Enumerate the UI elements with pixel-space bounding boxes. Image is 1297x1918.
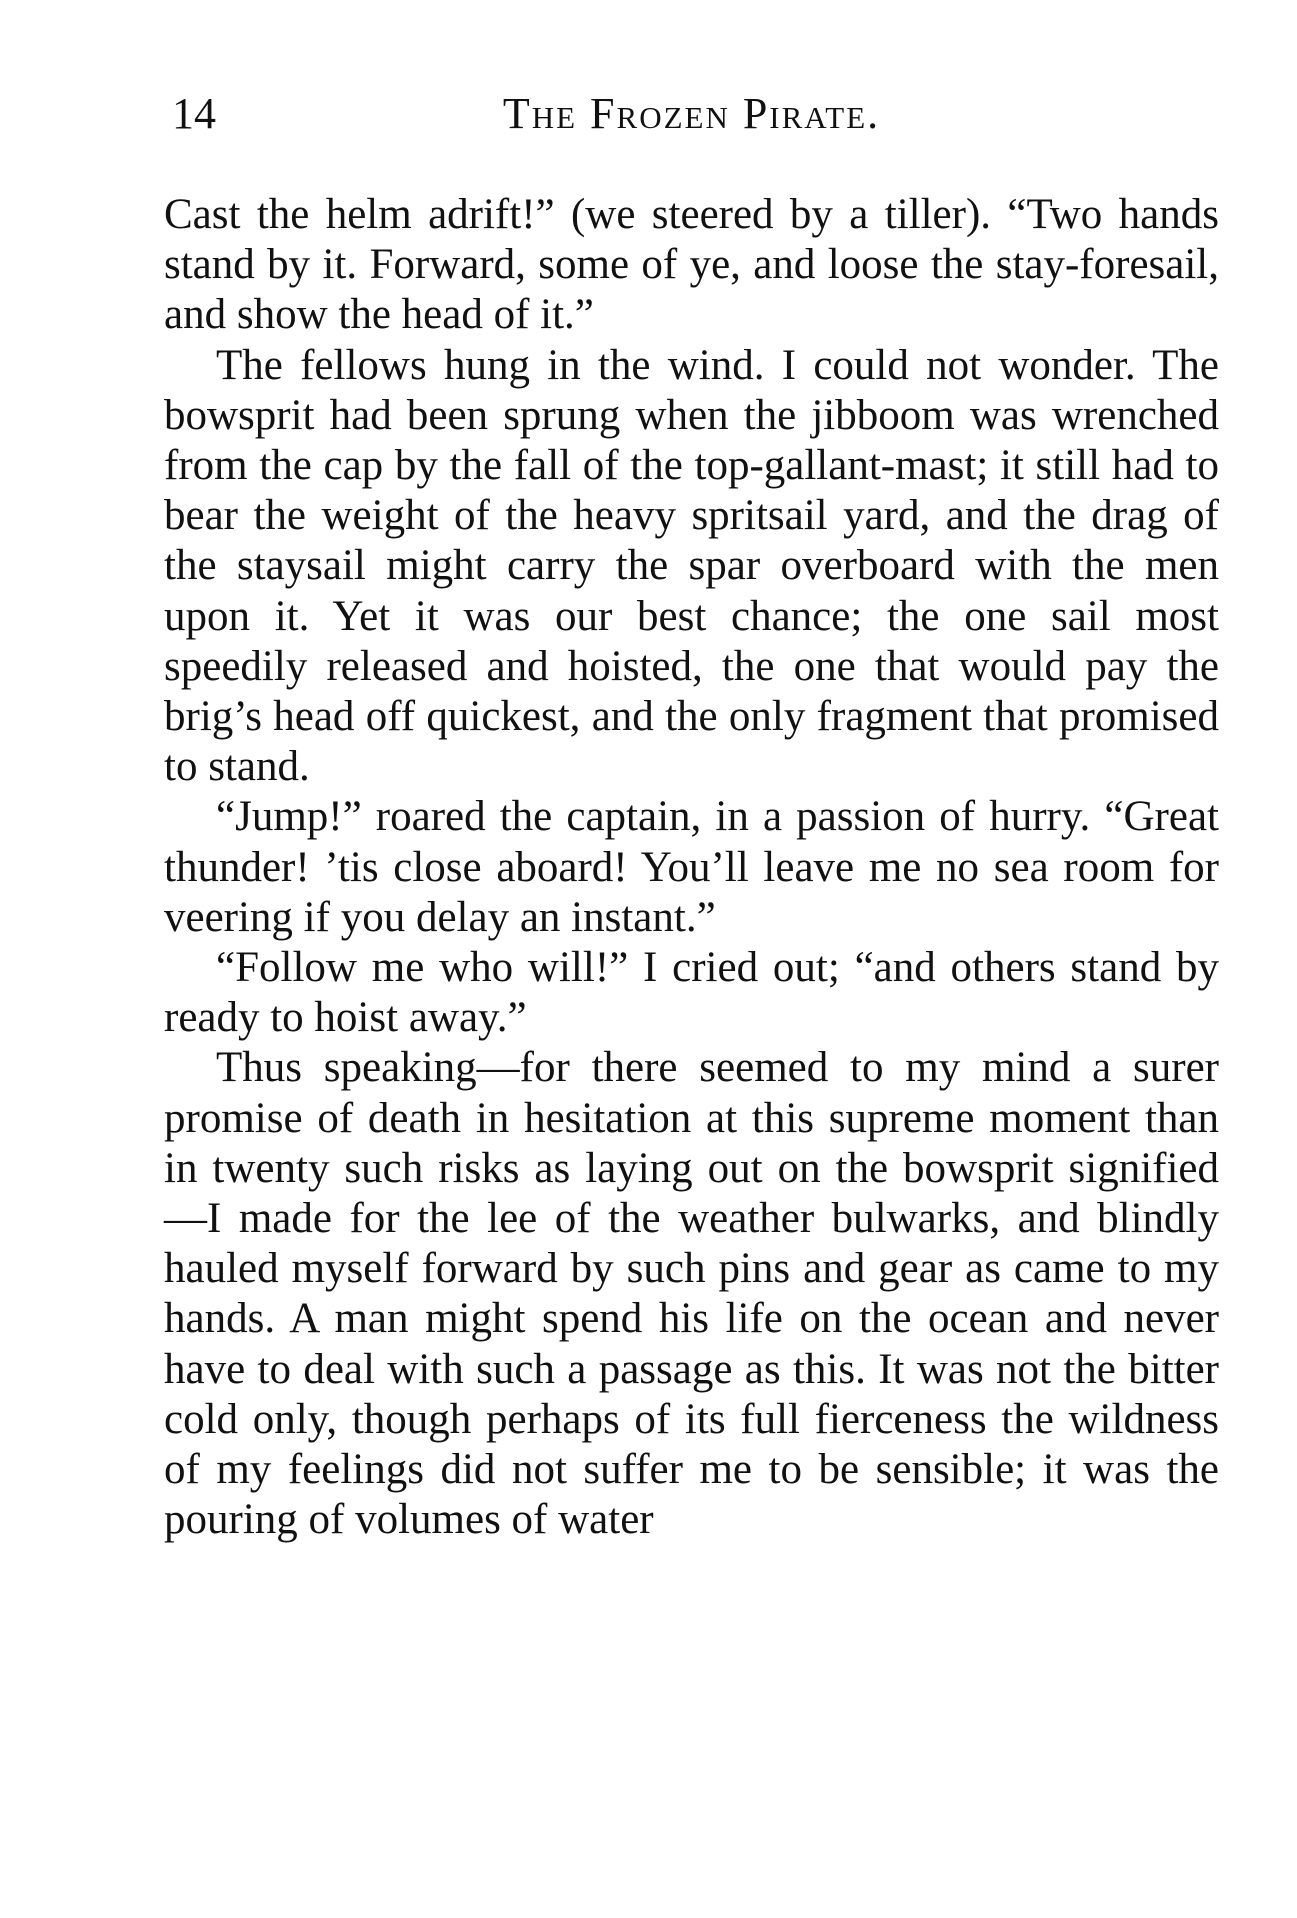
page-number: 14 [172,89,216,138]
running-head [164,84,1219,144]
body-text [164,190,1219,1545]
paragraph: “Jump!” roared the captain, in a passion of hurry. “Great thunder! ’tis close aboard! You’ll leave me no sea room for veering if you delay an instant.” [164,793,1219,941]
book-title: The Frozen Pirate. [502,89,881,138]
paragraph: Thus speaking—for there seemed to my mind a surer promise of death in hesitation at this supreme moment than in twenty such risks as laying out on the bowsprit signified—I made for the lee of the weather bulwarks, and blindly hauled myself forward by such pins and gear as came to my hands. A man might spend his life on the ocean and never have to deal with such a passage as this. It was not the bitter cold only, though perhaps of its full fierceness the wildness of my feelings did not suffer me to be sensible; it was the pouring of volumes of water [164,1044,1219,1544]
paragraph: “Follow me who will!” I cried out; “and others stand by ready to hoist away.” [164,944,1219,1042]
paragraph-continued: Cast the helm adrift!” (we steered by a tiller). “Two hands stand by it. Forward, some of ye, and loose the stay-foresail, and show the head of it.” [164,191,1219,339]
paragraph: The fellows hung in the wind. I could not wonder. The bowsprit had been sprung when the jibboom was wrenched from the cap by the fall of the top-gallant-mast; it still had to bear the weight of the heavy spritsail yard, and the drag of the staysail might carry the spar overboard with the men upon it. Yet it was our best chance; the one sail most speedily released and hoisted, the one that would pay the brig’s head off quickest, and the only fragment that promised to stand. [164,341,1219,791]
